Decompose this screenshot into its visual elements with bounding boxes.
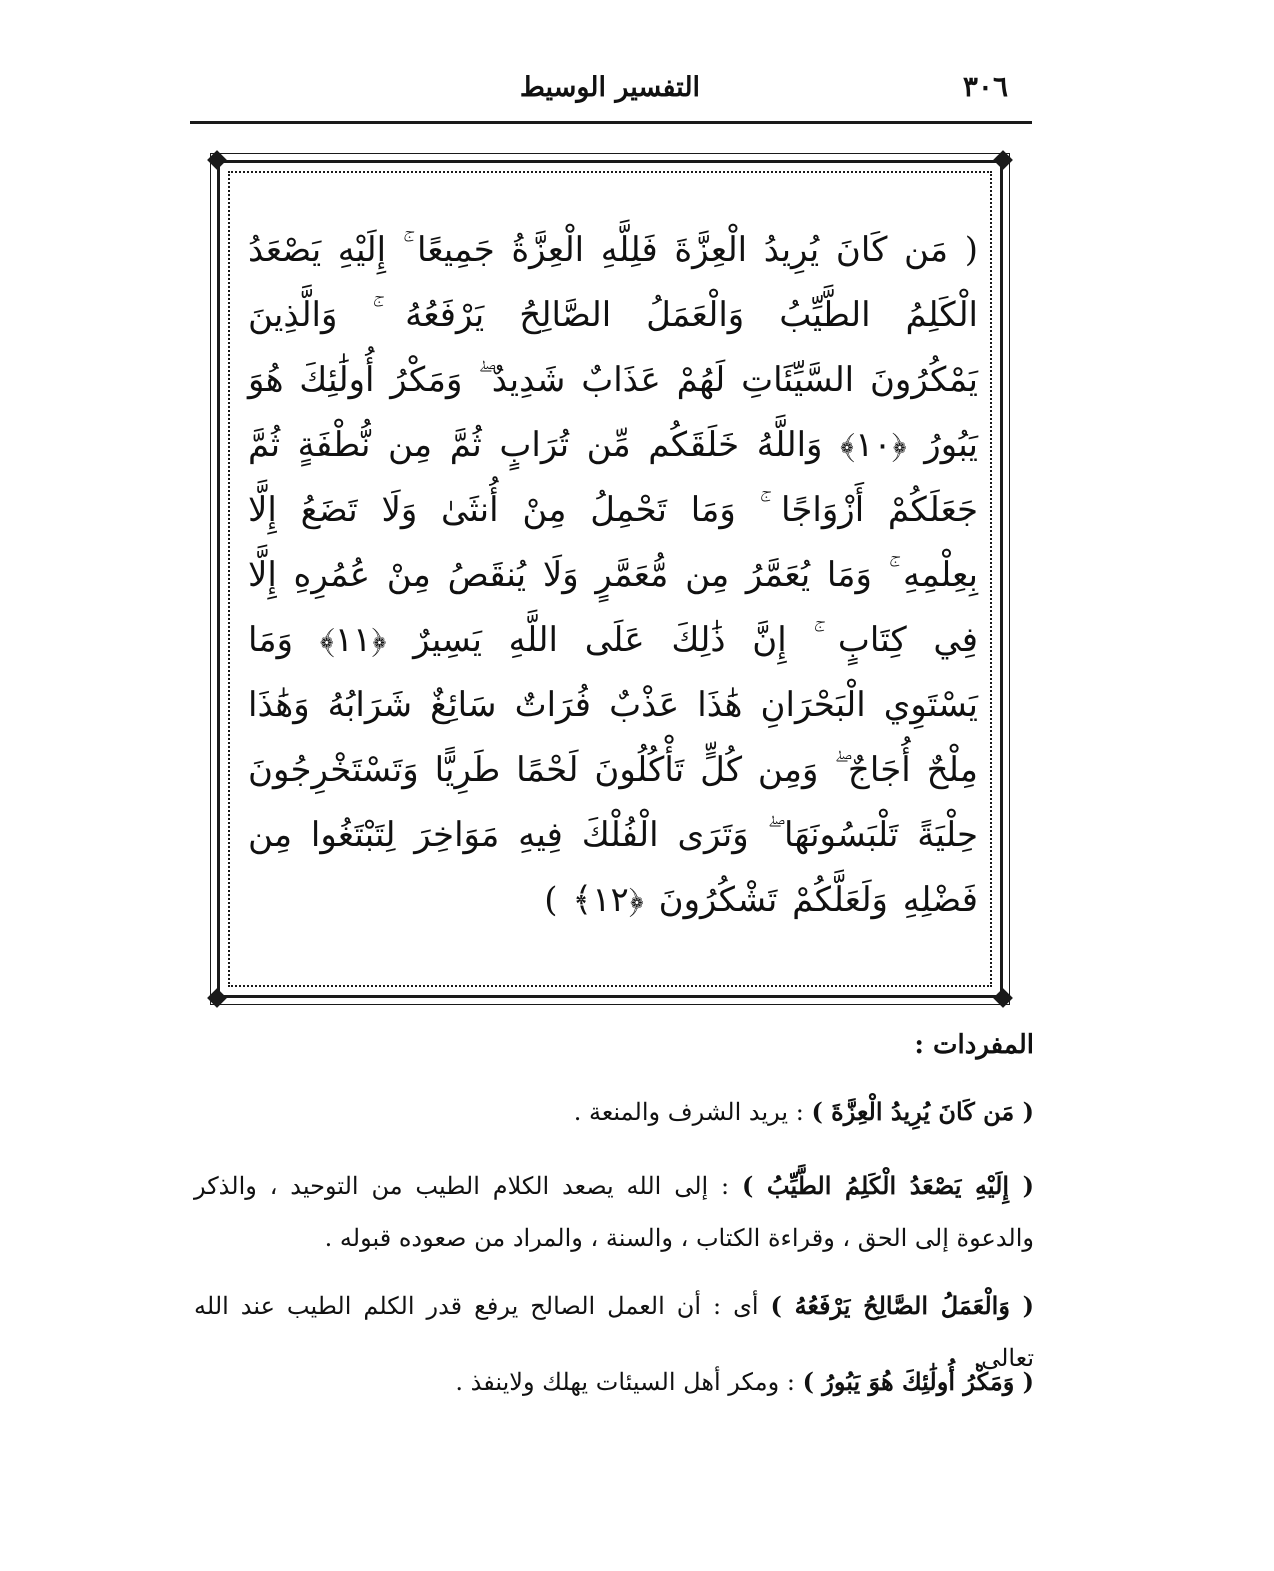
frame-corner-ornament xyxy=(993,988,1013,1008)
page-header xyxy=(190,68,1030,110)
vocabulary-definition: أى : أن العمل الصالح يرفع قدر الكلم الطيب عند الله تعالى. xyxy=(194,1292,1034,1372)
vocabulary-term: ( وَالْعَمَلُ الصَّالِحُ يَرْفَعُهُ ) xyxy=(770,1291,1034,1320)
frame-corner-ornament xyxy=(993,150,1013,170)
header-rule xyxy=(190,121,1032,124)
vocabulary-term: ( إِلَيْهِ يَصْعَدُ الْكَلِمُ الطَّيِّبُ ) xyxy=(741,1171,1034,1200)
vocabulary-entry xyxy=(274,1086,1034,1138)
running-title: التفسير الوسيط xyxy=(519,72,701,103)
vocabulary-heading: المفردات : xyxy=(914,1030,1034,1060)
vocabulary-definition: : يريد الشرف والمنعة . xyxy=(573,1098,804,1126)
vocabulary-entry xyxy=(194,1160,1034,1264)
vocabulary-definition: : ومكر أهل السيئات يهلك ولاينفذ . xyxy=(455,1368,795,1396)
frame-corner-ornament xyxy=(207,988,227,1008)
quran-verses: ( مَن كَانَ يُرِيدُ الْعِزَّةَ فَلِلَّهِ الْعِزَّةُ جَمِيعًا ۚ إِلَيْهِ يَصْعَدُ الْكَلِمُ الطَّيِّبُ وَالْعَمَلُ الصَّالِحُ يَرْفَعُهُ ۚ وَالَّذِينَ يَمْكُرُونَ السَّيِّئَاتِ لَهُمْ عَذَابٌ شَدِيدٌ ۖ وَمَكْرُ أُولَٰئِكَ هُوَ يَبُورُ ﴿١٠﴾ وَاللَّهُ خَلَقَكُم مِّن تُرَابٍ ثُمَّ مِن نُّطْفَةٍ ثُمَّ جَعَلَكُمْ أَزْوَاجًا ۚ وَمَا تَحْمِلُ مِنْ أُنثَىٰ وَلَا تَضَعُ إِلَّا بِعِلْمِهِ ۚ وَمَا يُعَمَّرُ مِن مُّعَمَّرٍ وَلَا يُنقَصُ مِنْ عُمُرِهِ إِلَّا فِي كِتَابٍ ۚ إِنَّ ذَٰلِكَ عَلَى اللَّهِ يَسِيرٌ ﴿١١﴾ وَمَا يَسْتَوِي الْبَحْرَانِ هَٰذَا عَذْبٌ فُرَاتٌ سَائِغٌ شَرَابُهُ وَهَٰذَا مِلْحٌ أُجَاجٌ ۖ وَمِن كُلٍّ تَأْكُلُونَ لَحْمًا طَرِيًّا وَتَسْتَخْرِجُونَ حِلْيَةً تَلْبَسُونَهَا ۖ وَتَرَى الْفُلْكَ فِيهِ مَوَاخِرَ لِتَبْتَغُوا مِن فَضْلِهِ وَلَعَلَّكُمْ تَشْكُرُونَ ﴿١٢﴾ ) xyxy=(248,230,979,920)
frame-corner-ornament xyxy=(207,150,227,170)
page-number: ٣٠٦ xyxy=(962,70,1008,103)
vocabulary-term: ( مَن كَانَ يُرِيدُ الْعِزَّةَ ) xyxy=(811,1097,1034,1126)
vocabulary-definition: : إلى الله يصعد الكلام الطيب من التوحيد ، والذكر والدعوة إلى الحق ، وقراءة الكتاب ، والسنة ، والمراد من صعوده قبوله . xyxy=(194,1172,1034,1252)
vocabulary-term: ( وَمَكْرُ أُولَٰئِكَ هُوَ يَبُورُ ) xyxy=(802,1367,1034,1396)
vocabulary-entry xyxy=(274,1356,1034,1408)
